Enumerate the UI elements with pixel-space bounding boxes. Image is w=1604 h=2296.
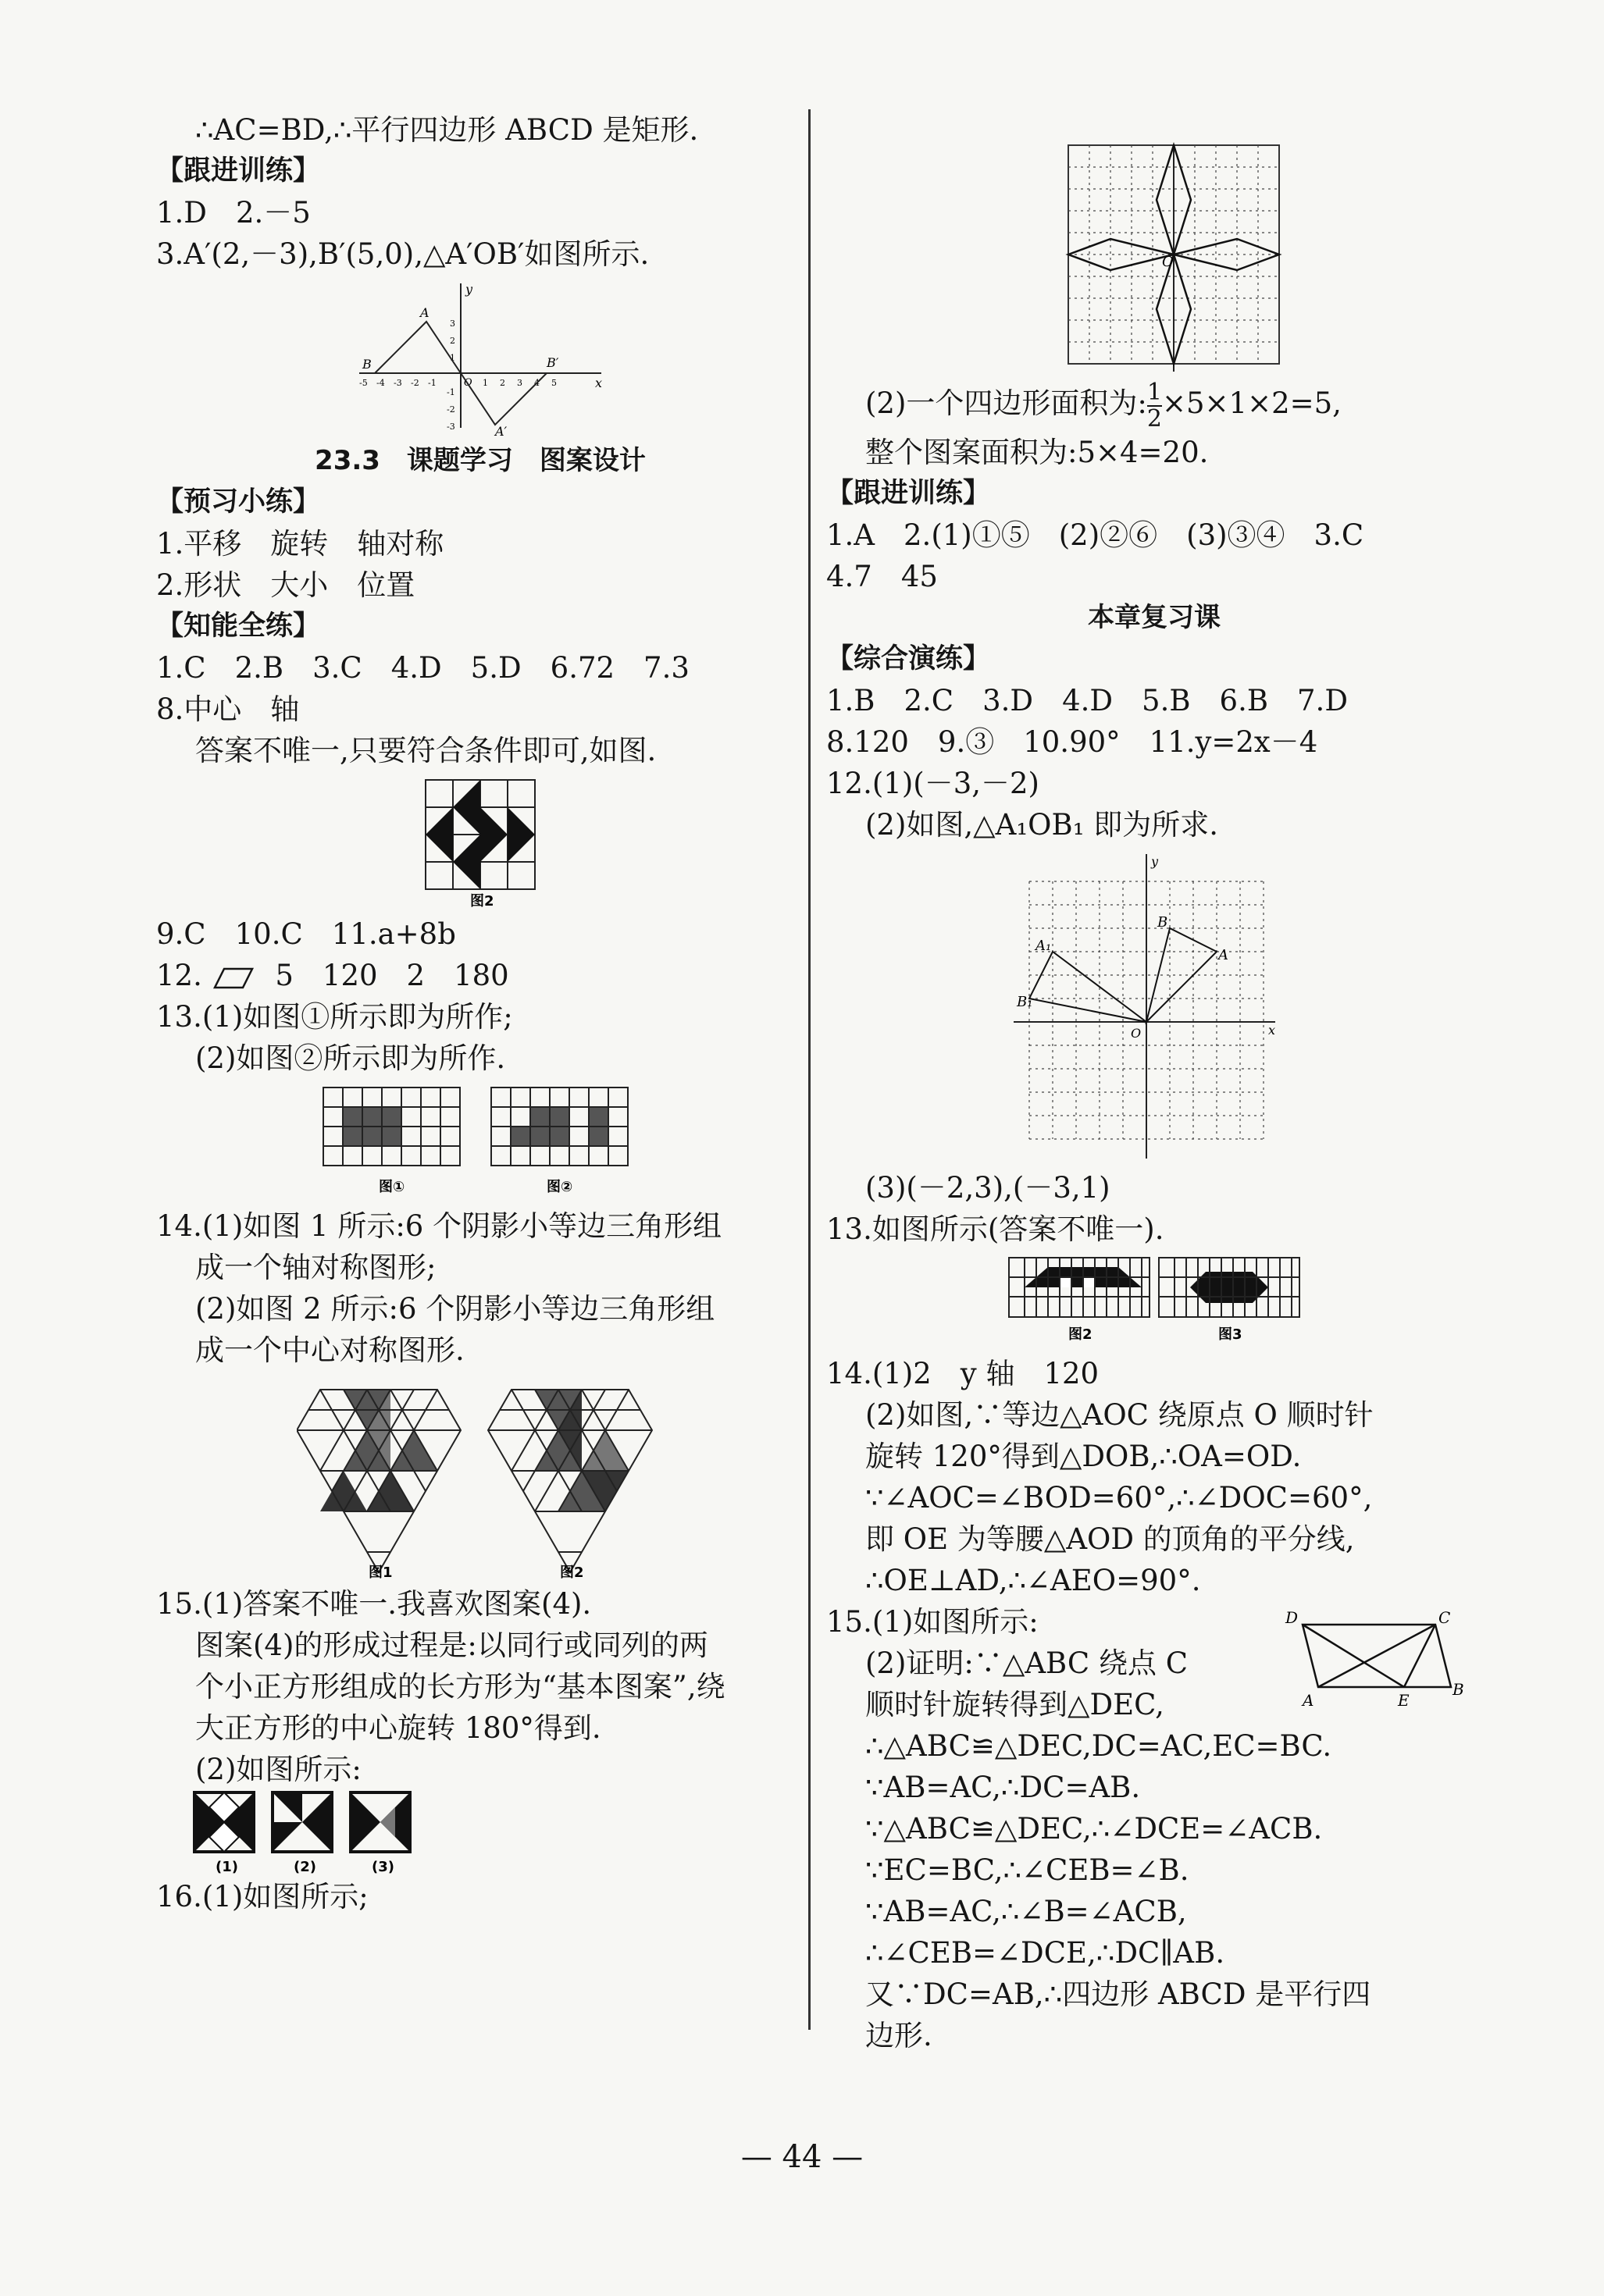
- point-D-label: D: [1285, 1607, 1299, 1627]
- answer-line: (2)如图所示:: [195, 1753, 362, 1786]
- answer-line: 3.A′(2,－3),B′(5,0),△A′OB′如图所示.: [156, 237, 650, 271]
- origin-label: O: [1162, 254, 1174, 270]
- grid-pattern-figures-review-13: [826, 1255, 1482, 1348]
- figure-caption: 图2: [470, 893, 494, 909]
- answer-line: 1.D 2.－5: [156, 196, 311, 230]
- answer-line: 16.(1)如图所示;: [156, 1880, 369, 1913]
- area-text-2: ×5×1×2=5,: [1161, 386, 1342, 420]
- coordinate-figure-triangle: [156, 279, 804, 436]
- answer-line: (3)(－2,3),(－3,1): [865, 1170, 1110, 1205]
- answer-line: 图案(4)的形成过程是:以同行或同列的两: [195, 1629, 708, 1662]
- answer-line: ∵∠AOC=∠BOD=60°,∴∠DOC=60°,: [865, 1480, 1373, 1515]
- answer-line: 答案不唯一,只要符合条件即可,如图.: [195, 734, 657, 767]
- svg-text:1: 1: [450, 353, 455, 363]
- svg-text:-2: -2: [411, 378, 419, 388]
- right-column: [826, 23, 1482, 2056]
- answer-line: (2)如图,△A₁OB₁ 即为所求.: [865, 807, 1219, 842]
- lesson-title: 本章复习课: [1088, 601, 1221, 633]
- svg-text:3: 3: [517, 378, 522, 388]
- left-column: [156, 109, 804, 1917]
- answer-line: ∴∠CEB=∠DCE,∴DC∥AB.: [865, 1935, 1225, 1970]
- point-E-label: E: [1398, 1690, 1410, 1710]
- figure-caption: 图1: [369, 1564, 393, 1579]
- answer-line: 12.(1)(－3,－2): [826, 766, 1039, 800]
- answer-line: 成一个中心对称图形.: [195, 1333, 465, 1367]
- answer-line: 旋转 120°得到△DOB,∴OA=OD.: [865, 1439, 1302, 1473]
- point-A-label: A: [1303, 1690, 1314, 1710]
- section-heading: 【跟进训练】: [156, 155, 321, 187]
- answer-line: 大正方形的中心旋转 180°得到.: [195, 1711, 601, 1745]
- answer-line: ∴OE⊥AD,∴∠AEO=90°.: [865, 1563, 1201, 1597]
- point-B-label: B: [1453, 1679, 1464, 1699]
- figure-caption: (2): [294, 1859, 316, 1875]
- answer-line: ∵AB=AC,∴∠B=∠ACB,: [865, 1894, 1187, 1928]
- section-heading: 【跟进训练】: [826, 477, 991, 509]
- proof-block: [826, 1601, 1482, 1725]
- point-B-prime-label: B′: [547, 355, 559, 370]
- svg-text:-3: -3: [447, 422, 455, 432]
- answer-line: ∵EC=BC,∴∠CEB=∠B.: [865, 1853, 1189, 1887]
- figure-caption: (1): [216, 1859, 238, 1875]
- point-B1-label: B₁: [1017, 993, 1033, 1010]
- grid-pattern-figures-13: [156, 1084, 804, 1201]
- square-pattern-figures: [156, 1790, 804, 1876]
- answer-line: 14.(1)如图 1 所示:6 个阴影小等边三角形组: [156, 1209, 722, 1243]
- figure-caption: (3): [372, 1859, 394, 1875]
- svg-text:-4: -4: [376, 378, 385, 388]
- answer-line: ∵△ABC≌△DEC,∴∠DCE=∠ACB.: [865, 1811, 1323, 1846]
- point-A-label: A: [420, 305, 430, 320]
- answer-line: ∵AB=AC,∴DC=AB.: [865, 1770, 1141, 1804]
- answer-line: 个小正方形组成的长方形为“基本图案”,绕: [195, 1670, 725, 1703]
- y-axis-label: y: [1151, 853, 1159, 869]
- answer-line: 边形.: [865, 2018, 932, 2052]
- fraction-denominator: 2: [1146, 404, 1162, 433]
- page-number: — 44 —: [740, 2139, 864, 2175]
- parallelogram-figure: [1279, 1601, 1467, 1710]
- y-axis-label: y: [465, 282, 473, 297]
- answer-line: 又∵DC=AB,∴四边形 ABCD 是平行四: [865, 1977, 1371, 2011]
- answer-line: (2)如图 2 所示:6 个阴影小等边三角形组: [195, 1292, 715, 1326]
- answer-line: ∴△ABC≌△DEC,DC=AC,EC=BC.: [865, 1728, 1332, 1763]
- answer-line-area: [826, 376, 1482, 432]
- parallelogram-icon: [212, 966, 255, 991]
- answer-line: (2)证明:∵△ABC 绕点 C: [865, 1646, 1189, 1680]
- coordinate-rotation-figure: [826, 850, 1482, 1162]
- answer-line: 整个图案面积为:5×4=20.: [865, 435, 1209, 469]
- answer-line: 2.形状 大小 位置: [156, 568, 415, 602]
- answer-values: 5 120 2 180: [275, 959, 509, 992]
- fraction: [1147, 380, 1162, 432]
- svg-text:1: 1: [483, 378, 488, 388]
- grid-pattern-figure: [156, 776, 804, 909]
- svg-text:-5: -5: [359, 378, 368, 388]
- figure-caption: 图2: [560, 1564, 584, 1579]
- svg-text:-1: -1: [447, 387, 455, 397]
- answer-line: 1.B 2.C 3.D 4.D 5.B 6.B 7.D: [826, 683, 1348, 717]
- x-axis-label: x: [1268, 1022, 1276, 1038]
- svg-text:2: 2: [450, 336, 455, 346]
- section-heading: 【预习小练】: [156, 486, 321, 518]
- answer-line-12: [156, 955, 804, 996]
- svg-text:-1: -1: [428, 378, 437, 388]
- figure-caption: 图3: [1218, 1326, 1242, 1343]
- answer-line: 8.120 9.③ 10.90° 11.y=2x－4: [826, 724, 1318, 759]
- origin-label: O: [464, 377, 472, 389]
- answer-line: 15.(1)如图所示:: [826, 1604, 1039, 1639]
- answer-line: 1.C 2.B 3.C 4.D 5.D 6.72 7.3: [156, 651, 690, 685]
- svg-text:2: 2: [500, 378, 505, 388]
- figure-caption: 图②: [547, 1179, 573, 1195]
- answer-line: 13.(1)如图①所示即为所作;: [156, 1000, 513, 1034]
- x-axis-label: x: [595, 376, 603, 390]
- answer-line: ∴AC=BD,∴平行四边形 ABCD 是矩形.: [195, 113, 699, 147]
- answer-line: 1.A 2.(1)①⑤ (2)②⑥ (3)③④ 3.C: [826, 518, 1364, 552]
- svg-text:3: 3: [450, 319, 455, 329]
- figure-caption: 图2: [1068, 1326, 1093, 1343]
- answer-line: 成一个轴对称图形;: [195, 1251, 437, 1284]
- area-text: (2)一个四边形面积为:: [865, 386, 1147, 420]
- answer-line: 顺时针旋转得到△DEC,: [865, 1687, 1164, 1721]
- point-C-label: C: [1438, 1607, 1451, 1627]
- answer-line: 4.7 45: [826, 559, 938, 593]
- column-divider: [808, 109, 811, 2030]
- answer-line: 1.平移 旋转 轴对称: [156, 527, 444, 561]
- answer-label: 12.: [156, 959, 202, 992]
- point-B-label: B: [362, 357, 372, 372]
- svg-text:-3: -3: [394, 378, 402, 388]
- point-A1-label: A₁: [1035, 937, 1052, 954]
- rotation-pattern-figure: [826, 28, 1482, 372]
- section-heading: 【知能全练】: [156, 610, 321, 642]
- figure-caption: 图①: [379, 1179, 405, 1195]
- origin-label: O: [1131, 1025, 1142, 1041]
- answer-line: 15.(1)答案不唯一.我喜欢图案(4).: [156, 1587, 592, 1621]
- svg-text:-2: -2: [447, 404, 455, 415]
- point-B-label: B: [1157, 913, 1168, 931]
- answer-line: 14.(1)2 y 轴 120: [826, 1356, 1100, 1390]
- svg-text:5: 5: [551, 378, 557, 388]
- triangle-pattern-figures: [156, 1376, 804, 1579]
- lesson-title: 23.3 课题学习 图案设计: [315, 445, 646, 476]
- section-heading: 【综合演练】: [826, 643, 991, 675]
- answer-line: (2)如图②所示即为所作.: [195, 1041, 506, 1075]
- point-A-label: A: [1218, 946, 1228, 963]
- answer-line: 13.如图所示(答案不唯一).: [826, 1212, 1164, 1246]
- fraction-numerator: 1: [1146, 378, 1162, 406]
- answer-line: 8.中心 轴: [156, 692, 300, 726]
- point-A-prime-label: A′: [495, 424, 508, 436]
- svg-text:4: 4: [534, 378, 540, 388]
- answer-line: 9.C 10.C 11.a+8b: [156, 917, 456, 951]
- answer-line: (2)如图,∵等边△AOC 绕原点 O 顺时针: [865, 1397, 1374, 1432]
- answer-line: 即 OE 为等腰△AOD 的顶角的平分线,: [865, 1522, 1355, 1556]
